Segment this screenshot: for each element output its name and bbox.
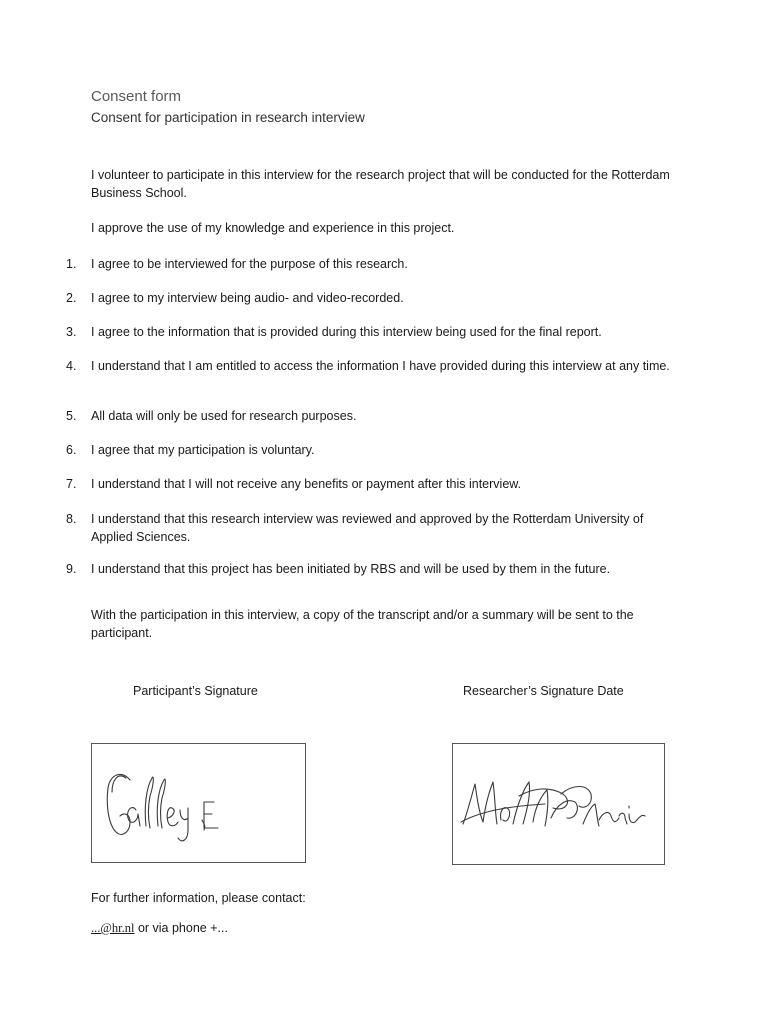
participant-signature xyxy=(92,744,305,862)
list-item-text: I understand that I will not receive any benefits or payment after this interview. xyxy=(91,477,522,491)
intro-paragraph: I volunteer to participate in this interview for the research project that will be conducted for the Rotterdam Business School. xyxy=(91,168,670,200)
list-item-text: All data will only be used for research purposes. xyxy=(91,409,357,423)
contact-phone-text: or via phone +... xyxy=(134,921,228,935)
participant-signature-label: Participant’s Signature xyxy=(133,684,258,698)
approval-paragraph: I approve the use of my knowledge and experience in this project. xyxy=(91,221,455,235)
list-item-number: 7. xyxy=(66,477,77,491)
document-subtitle: Consent for participation in research interview xyxy=(91,110,365,125)
list-item-text: I understand that this research interview was reviewed and approved by the Rotterdam University of Applied Sciences. xyxy=(91,512,644,544)
list-item-number: 5. xyxy=(66,409,77,423)
list-item-number: 2. xyxy=(66,291,77,305)
list-item-text: I agree to my interview being audio- and video-recorded. xyxy=(91,291,404,305)
list-item-number: 1. xyxy=(66,257,77,271)
participant-signature-box xyxy=(91,743,306,863)
list-item-number: 6. xyxy=(66,443,77,457)
researcher-signature xyxy=(453,744,664,864)
list-item-text: I understand that this project has been initiated by RBS and will be used by them in the future. xyxy=(91,562,611,576)
list-item-text: I agree that my participation is voluntary. xyxy=(91,443,315,457)
list-item-number: 8. xyxy=(66,512,77,526)
contact-heading: For further information, please contact: xyxy=(91,891,306,905)
researcher-signature-box xyxy=(452,743,665,865)
list-item-text: I agree to the information that is provided during this interview being used for the final report. xyxy=(91,325,602,339)
document-title: Consent form xyxy=(91,88,182,105)
closing-paragraph: With the participation in this interview, a copy of the transcript and/or a summary will be sent to the participant. xyxy=(91,608,634,640)
contact-details xyxy=(91,921,228,936)
list-item-number: 9. xyxy=(66,562,77,576)
list-item-text: I agree to be interviewed for the purpose of this research. xyxy=(91,257,408,271)
researcher-signature-label: Researcher’s Signature Date xyxy=(463,684,624,698)
list-item-number: 4. xyxy=(66,359,77,373)
list-item-number: 3. xyxy=(66,325,77,339)
contact-email-link[interactable]: ...@hr.nl xyxy=(91,921,135,935)
list-item-text: I understand that I am entitled to access the information I have provided during this interview at any time. xyxy=(91,359,670,373)
